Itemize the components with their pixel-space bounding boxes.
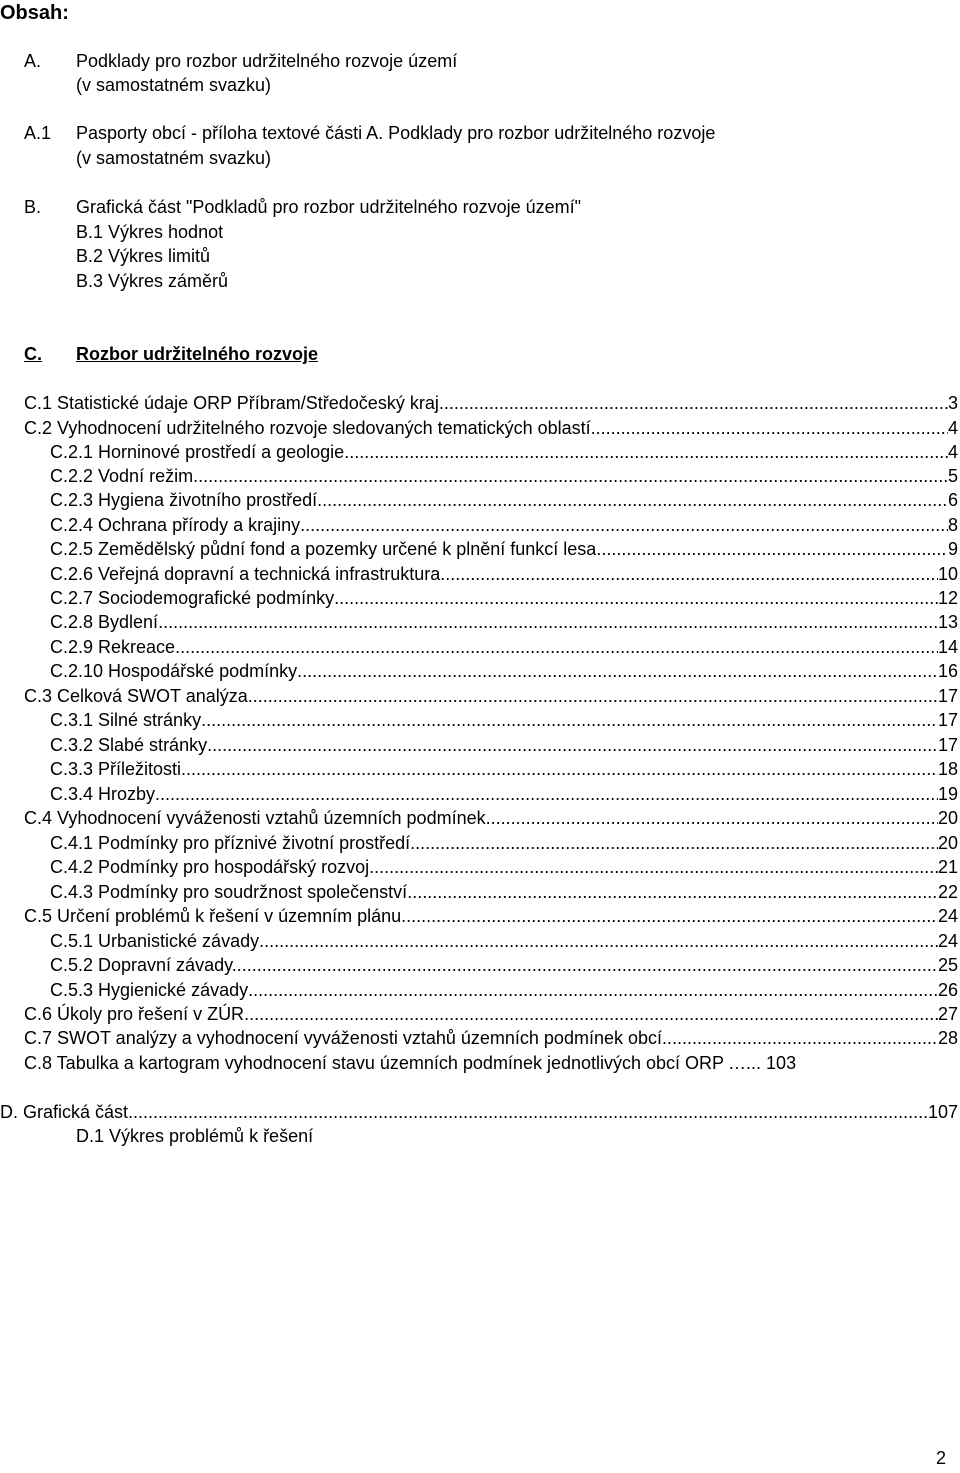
toc-entry-label: C.2 Vyhodnocení udržitelného rozvoje sledovaných tematických oblastí — [24, 418, 591, 438]
toc-entry[interactable] — [50, 734, 958, 756]
toc-leader — [175, 636, 938, 658]
toc-entry[interactable] — [50, 563, 958, 585]
toc-leader — [259, 930, 938, 952]
toc-entry-label: C.5.3 Hygienické závady — [50, 980, 249, 1000]
toc-entry[interactable] — [50, 660, 958, 682]
toc-entry-page: 12 — [937, 588, 958, 608]
toc-entry-label: C.2.4 Ochrana přírody a krajiny — [50, 515, 301, 535]
toc-entry-label: C.6 Úkoly pro řešení v ZÚR — [24, 1004, 245, 1024]
toc-entry[interactable] — [50, 881, 958, 903]
toc-entry-label: C.4 Vyhodnocení vyváženosti vztahů územních podmínek — [24, 808, 486, 828]
toc-entry[interactable] — [0, 1101, 958, 1123]
toc-entry[interactable] — [50, 783, 958, 805]
toc-leader — [591, 417, 948, 439]
toc-leader — [181, 758, 938, 780]
section-a-number: A. — [24, 51, 42, 71]
toc-entry-page: 27 — [937, 1004, 958, 1024]
section-a-title: Podklady pro rozbor udržitelného rozvoje území — [76, 51, 458, 71]
toc-entry[interactable] — [50, 441, 958, 463]
toc-entry-page: 4 — [947, 418, 958, 438]
toc-entry-label: C.3 Celková SWOT analýza — [24, 686, 248, 706]
toc-entry-page: 14 — [937, 637, 958, 657]
toc-entry-label: C.8 Tabulka a kartogram vyhodnocení stavu územních podmínek jednotlivých obcí ORP — [24, 1053, 725, 1073]
toc-entry[interactable] — [50, 465, 958, 487]
section-a-note: (v samostatném svazku) — [76, 75, 272, 95]
toc-entry[interactable] — [50, 538, 958, 560]
toc-leader — [410, 832, 938, 854]
toc-entry-label: C.7 SWOT analýzy a vyhodnocení vyváženosti vztahů územních podmínek obcí — [24, 1028, 662, 1048]
toc-entry-page: 18 — [937, 759, 958, 779]
section-d-item: D.1 Výkres problémů k řešení — [76, 1126, 314, 1146]
toc-entry-page: 17 — [937, 710, 958, 730]
toc-entry-page: 17 — [937, 735, 958, 755]
section-c-number: C. — [24, 344, 42, 364]
toc-leader — [155, 783, 938, 805]
toc-entry-label: C.2.10 Hospodářské podmínky — [50, 661, 298, 681]
toc-entry[interactable] — [50, 758, 958, 780]
toc-entry[interactable] — [24, 685, 958, 707]
toc-entry[interactable] — [50, 587, 958, 609]
toc-entry-label: C.2.5 Zemědělský půdní fond a pozemky určené k plnění funkcí lesa — [50, 539, 597, 559]
toc-leader — [440, 563, 938, 585]
toc-entry-label: C.5.1 Urbanistické závady — [50, 931, 260, 951]
toc-entry-label: C.3.1 Silné stránky — [50, 710, 202, 730]
page-number: 2 — [935, 1448, 946, 1468]
section-a1-title: Pasporty obcí - příloha textové části A. Podklady pro rozbor udržitelného rozvoje — [76, 123, 716, 143]
toc-entry-label: C.4.1 Podmínky pro příznivé životní prostředí — [50, 833, 411, 853]
toc-entry[interactable] — [50, 856, 958, 878]
toc-leader — [297, 660, 938, 682]
toc-leader — [317, 489, 948, 511]
toc-entry-page: 9 — [947, 539, 958, 559]
toc-entry[interactable] — [24, 807, 958, 829]
toc-entry[interactable] — [50, 611, 958, 633]
toc-leader — [369, 856, 938, 878]
toc-entry-label: C.5.2 Dopravní závady. — [50, 955, 237, 975]
toc-entry-label: C.2.9 Rekreace — [50, 637, 176, 657]
toc-entry-page: 21 — [937, 857, 958, 877]
toc-entry-label: C.2.7 Sociodemografické podmínky — [50, 588, 335, 608]
toc-entry[interactable] — [24, 905, 958, 927]
toc-leader — [407, 881, 938, 903]
toc-entry-page: 16 — [937, 661, 958, 681]
toc-entry-page: 17 — [937, 686, 958, 706]
toc-leader — [344, 441, 948, 463]
toc-leader — [334, 587, 938, 609]
toc-entry-label: D. Grafická část — [0, 1102, 129, 1122]
toc-entry[interactable] — [50, 979, 958, 1001]
toc-entry[interactable] — [24, 1052, 958, 1074]
section-a1-note: (v samostatném svazku) — [76, 148, 272, 168]
toc-entry-page: 19 — [937, 784, 958, 804]
toc-leader — [596, 538, 948, 560]
section-a1-number: A.1 — [24, 123, 52, 143]
toc-leader — [439, 392, 948, 414]
page-title: Obsah: — [0, 2, 69, 24]
toc-entry-page: 5 — [947, 466, 958, 486]
toc-leader — [201, 709, 938, 731]
section-b-item: B.2 Výkres limitů — [76, 246, 211, 266]
toc-entry-page: 20 — [937, 833, 958, 853]
toc-leader — [193, 465, 948, 487]
toc-entry-label: C.3.4 Hrozby — [50, 784, 156, 804]
toc-entry[interactable] — [24, 392, 958, 414]
toc-entry-page: 6 — [947, 490, 958, 510]
toc-entry-page: 26 — [937, 980, 958, 1000]
toc-entry-page: 13 — [937, 612, 958, 632]
toc-entry-label: C.2.3 Hygiena životního prostředí — [50, 490, 318, 510]
toc-leader — [158, 611, 938, 633]
section-c-title: Rozbor udržitelného rozvoje — [76, 344, 319, 364]
toc-entry-label: C.2.8 Bydlení — [50, 612, 159, 632]
toc-entry[interactable] — [50, 954, 958, 976]
toc-entry-page: 28 — [937, 1028, 958, 1048]
toc-entry[interactable] — [50, 709, 958, 731]
toc-entry[interactable] — [50, 489, 958, 511]
toc-entry-page: 10 — [937, 564, 958, 584]
toc-leader — [244, 1003, 938, 1025]
section-b-item: B.1 Výkres hodnot — [76, 222, 224, 242]
toc-entry-label: C.3.3 Příležitosti — [50, 759, 182, 779]
toc-leader — [207, 734, 938, 756]
toc-entry[interactable] — [24, 1003, 958, 1025]
toc-leader — [401, 905, 938, 927]
toc-entry-page: 25 — [937, 955, 958, 975]
toc-leader — [486, 807, 938, 829]
toc-entry-label: C.4.2 Podmínky pro hospodářský rozvoj — [50, 857, 370, 877]
toc-entry[interactable] — [50, 514, 958, 536]
toc-leader — [248, 979, 938, 1001]
toc-leader — [128, 1101, 928, 1123]
toc-leader — [662, 1027, 938, 1049]
toc-entry-page: 107 — [927, 1102, 958, 1122]
toc-entry-label: C.3.2 Slabé stránky — [50, 735, 208, 755]
toc-leader — [300, 514, 948, 536]
toc-entry-page: 3 — [947, 393, 958, 413]
toc-entry-page: 24 — [937, 906, 958, 926]
toc-entry-label: C.5 Určení problémů k řešení v územním plánu — [24, 906, 402, 926]
toc-entry-label: C.4.3 Podmínky pro soudržnost společenství — [50, 882, 408, 902]
toc-entry-label: C.2.1 Horninové prostředí a geologie — [50, 442, 345, 462]
toc-entry-page: 22 — [937, 882, 958, 902]
toc-entry-label: C.2.6 Veřejná dopravní a technická infrastruktura — [50, 564, 441, 584]
toc-entry-label: C.1 Statistické údaje ORP Příbram/Středočeský kraj — [24, 393, 439, 413]
toc-entry[interactable] — [24, 417, 958, 439]
toc-entry[interactable] — [50, 636, 958, 658]
toc-entry-page: 20 — [937, 808, 958, 828]
toc-entry-page: …... 103 — [728, 1053, 797, 1073]
toc-entry-label: C.2.2 Vodní režim — [50, 466, 194, 486]
toc-entry[interactable] — [50, 832, 958, 854]
toc-entry-page: 24 — [937, 931, 958, 951]
section-b-item: B.3 Výkres záměrů — [76, 271, 229, 291]
toc-entry[interactable] — [24, 1027, 958, 1049]
toc-entry-page: 8 — [947, 515, 958, 535]
toc-entry[interactable] — [50, 930, 958, 952]
section-b-title: Grafická část "Podkladů pro rozbor udržitelného rozvoje území" — [76, 197, 582, 217]
toc-leader — [248, 685, 938, 707]
section-b-number: B. — [24, 197, 42, 217]
toc-leader — [237, 954, 938, 976]
toc-entry-page: 4 — [947, 442, 958, 462]
